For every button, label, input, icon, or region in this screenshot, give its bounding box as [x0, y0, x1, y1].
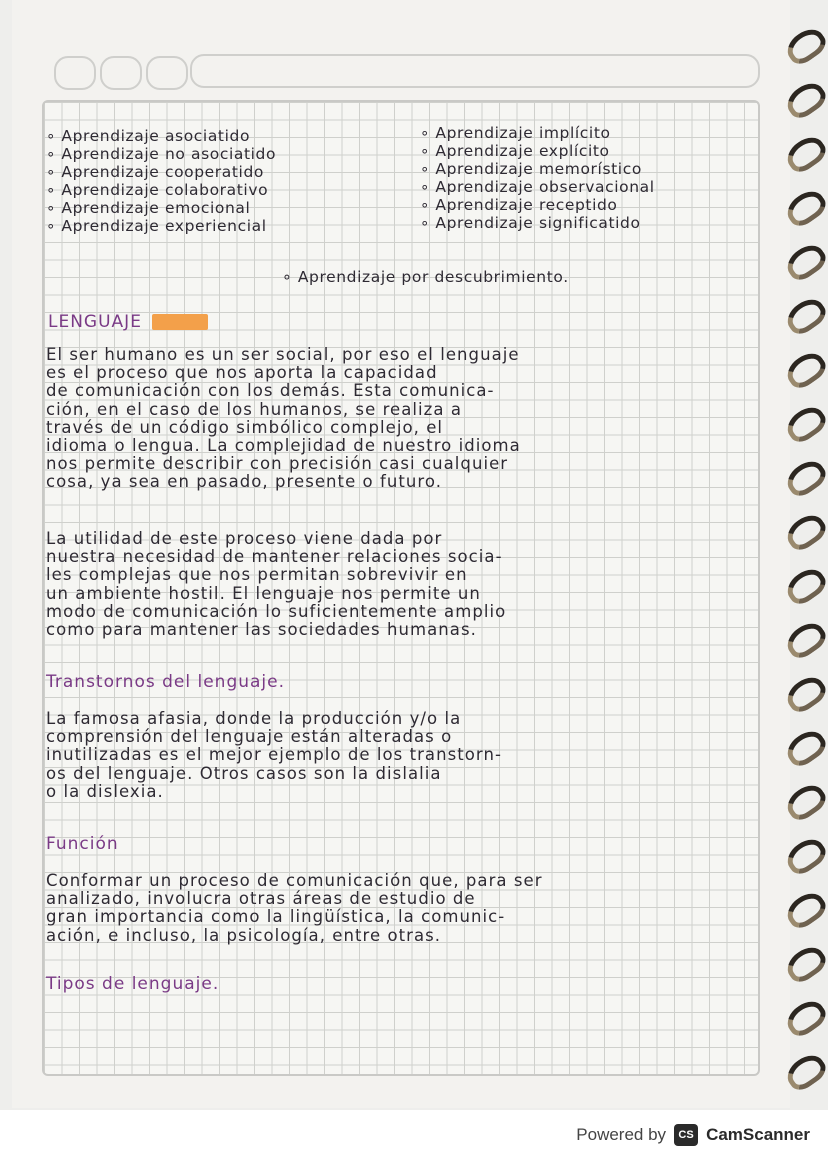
section-heading-lenguaje — [48, 312, 208, 332]
text-line: de comunicación con los demás. Esta comunica- — [46, 381, 495, 401]
paragraph-funcion — [46, 872, 543, 945]
list-item: ∘ Aprendizaje receptido — [420, 196, 655, 214]
text-line: El ser humano es un ser social, por eso el lenguaje — [46, 345, 520, 364]
list-item: ∘ Aprendizaje no asociatido — [46, 145, 276, 163]
learning-types-right-list — [420, 124, 655, 232]
header-circle — [100, 56, 142, 90]
text-line: cosa, ya sea en pasado, presente o futuro. — [46, 472, 443, 492]
spiral-ring — [782, 617, 828, 663]
camscanner-watermark — [576, 1124, 810, 1146]
text-line: través de un código simbólico complejo, el — [46, 417, 444, 437]
list-item: ∘ Aprendizaje experiencial — [46, 217, 276, 235]
heading-text: Tipos de lenguaje. — [46, 974, 220, 994]
paragraph-lenguaje-utility — [46, 530, 506, 639]
text-line: La utilidad de este proceso viene dada por — [46, 529, 443, 548]
text-line: idioma o lengua. La complejidad de nuestro idioma — [46, 435, 521, 455]
list-item: ∘ Aprendizaje memorístico — [420, 160, 655, 178]
list-item: ∘ Aprendizaje explícito — [420, 142, 655, 160]
list-item: ∘ Aprendizaje asociatido — [46, 127, 276, 145]
list-item: ∘ Aprendizaje emocional — [46, 199, 276, 217]
spiral-ring — [782, 833, 828, 879]
discovery-learning-item: ∘ Aprendizaje por descubrimiento. — [282, 268, 569, 286]
section-heading-trastornos — [46, 672, 285, 692]
text-line: La famosa afasia, donde la producción y/o la — [46, 709, 462, 728]
heading-text: LENGUAJE — [48, 312, 142, 332]
powered-by-text: Powered by — [576, 1125, 667, 1144]
spiral-ring — [782, 725, 828, 771]
heading-text: Transtornos del lenguaje. — [46, 672, 286, 692]
text-line: comprensión del lenguaje están alteradas o — [46, 727, 453, 747]
header-circles — [54, 56, 188, 90]
text-line: os del lenguaje. Otros casos son la dislalia — [46, 763, 442, 783]
list-item: ∘ Aprendizaje observacional — [420, 178, 655, 196]
spiral-ring — [782, 455, 828, 501]
spiral-ring — [782, 671, 828, 717]
spiral-ring — [782, 131, 828, 177]
text-line: un ambiente hostil. El lenguaje nos permite un — [46, 583, 481, 603]
section-heading-tipos — [46, 974, 219, 994]
camscanner-brand-text: CamScanner — [706, 1125, 810, 1144]
list-item: ∘ Aprendizaje colaborativo — [46, 181, 276, 199]
header-title-box — [190, 54, 760, 88]
spiral-ring — [782, 401, 828, 447]
highlighter-mark — [152, 314, 208, 330]
list-item: ∘ Aprendizaje implícito — [420, 124, 655, 142]
text-line: nos permite describir con precisión casi cualquier — [46, 454, 509, 474]
text-line: gran importancia como la lingüística, la comunic- — [46, 907, 506, 927]
learning-types-left-list — [46, 127, 276, 235]
text-line: ción, en el caso de los humanos, se realiza a — [46, 399, 463, 419]
text-line: ación, e incluso, la psicología, entre otras. — [46, 925, 442, 945]
paragraph-trastornos — [46, 710, 502, 801]
text-line: nuestra necesidad de mantener relaciones socia- — [46, 547, 503, 567]
spiral-ring — [782, 509, 828, 555]
text-line: o la dislexia. — [46, 781, 164, 801]
spiral-ring — [782, 77, 828, 123]
spiral-ring — [782, 563, 828, 609]
list-item: ∘ Aprendizaje cooperatido — [46, 163, 276, 181]
text-line: analizado, involucra otras áreas de estudio de — [46, 889, 476, 909]
spiral-ring — [782, 347, 828, 393]
text-line: Conformar un proceso de comunicación que, para ser — [46, 871, 543, 890]
spiral-ring — [782, 239, 828, 285]
heading-text: Función — [46, 834, 119, 854]
spiral-ring — [782, 887, 828, 933]
list-item: ∘ Aprendizaje significatido — [420, 214, 655, 232]
section-heading-funcion — [46, 834, 119, 854]
spiral-ring — [782, 779, 828, 825]
text-line: es el proceso que nos aporta la capacidad — [46, 363, 438, 383]
discovery-learning-text: Aprendizaje por descubrimiento. — [297, 268, 569, 286]
camscanner-logo-icon: CS — [674, 1124, 698, 1146]
spiral-ring — [782, 995, 828, 1041]
text-line: les complejas que nos permitan sobrevivir en — [46, 565, 468, 585]
spiral-binding — [780, 18, 828, 1088]
spiral-ring — [782, 23, 828, 69]
header-circle — [146, 56, 188, 90]
text-line: inutilizadas es el mejor ejemplo de los transtorn- — [46, 745, 502, 765]
spiral-ring — [782, 941, 828, 987]
spiral-ring — [782, 293, 828, 339]
spiral-ring — [782, 185, 828, 231]
paragraph-lenguaje-definition — [46, 346, 521, 492]
text-line: como para mantener las sociedades humanas. — [46, 619, 477, 639]
header-circle — [54, 56, 96, 90]
text-line: modo de comunicación lo suficientemente amplio — [46, 601, 507, 621]
